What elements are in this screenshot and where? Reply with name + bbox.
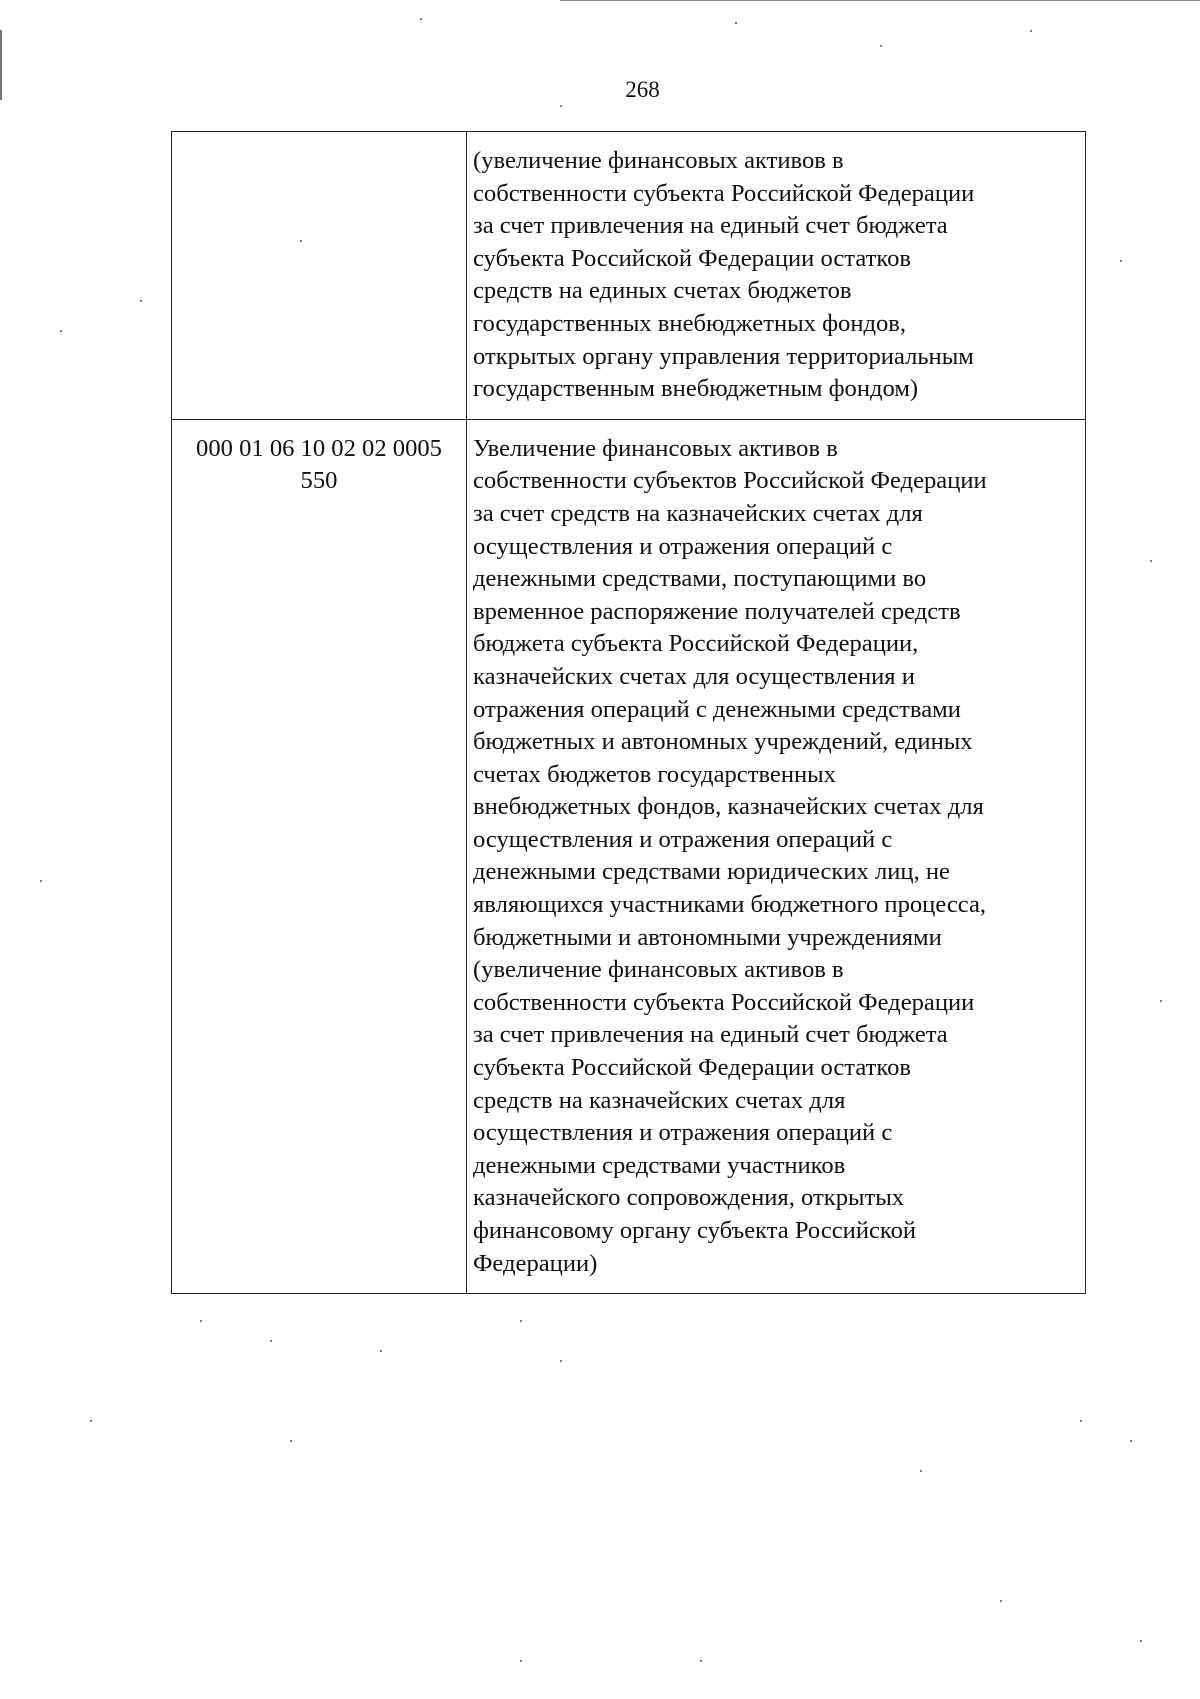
code-line: 000 01 06 10 02 02 0005 xyxy=(196,434,442,462)
scan-speck xyxy=(880,45,882,47)
description-line: денежными средствами юридических лиц, не xyxy=(473,858,950,886)
page-number: 268 xyxy=(625,77,660,102)
scan-speck xyxy=(1030,30,1032,32)
scan-speck xyxy=(920,1470,922,1472)
description-line: внебюджетных фондов, казначейских счетах для xyxy=(473,793,984,821)
table-body xyxy=(172,132,1086,1294)
scan-speck xyxy=(90,1420,92,1422)
scan-speck xyxy=(700,1660,702,1662)
scan-speck xyxy=(560,1360,562,1362)
scan-speck xyxy=(290,1440,292,1442)
description-line: (увеличение финансовых активов в xyxy=(473,956,844,984)
scan-speck xyxy=(40,880,42,882)
code-cell xyxy=(172,132,467,420)
scan-speck xyxy=(520,1660,522,1662)
scan-speck xyxy=(1000,1600,1002,1602)
description-line: государственным внебюджетным фондом) xyxy=(473,375,919,403)
description-line: государственных внебюджетных фондов, xyxy=(473,309,907,337)
scan-speck xyxy=(1120,260,1122,262)
description-line: субъекта Российской Федерации остатков xyxy=(473,1054,911,1082)
scan-speck xyxy=(1130,1440,1132,1442)
description-line: средств на единых счетах бюджетов xyxy=(473,277,852,305)
code-line: 550 xyxy=(300,467,338,495)
description-line: средств на казначейских счетах для xyxy=(473,1086,846,1114)
description-line: собственности субъектов Российской Федерации xyxy=(473,467,987,495)
description-line: осуществления и отражения операций с xyxy=(473,1119,893,1147)
scan-speck xyxy=(735,22,737,24)
scan-speck xyxy=(560,105,562,107)
scan-speck xyxy=(1080,1420,1082,1422)
description-line: отражения операций с денежными средствами xyxy=(473,695,961,723)
description-line: за счет средств на казначейских счетах для xyxy=(473,499,923,527)
budget-code-table xyxy=(171,131,1086,1294)
description-line: собственности субъекта Российской Федерации xyxy=(473,179,975,207)
description-line: (увеличение финансовых активов в xyxy=(473,147,844,174)
description-line: субъекта Российской Федерации остатков xyxy=(473,244,911,272)
scan-speck xyxy=(420,18,422,20)
description-cell xyxy=(467,419,1086,1293)
table-row xyxy=(172,132,1086,420)
description-line: казначейских счетах для осуществления и xyxy=(473,662,915,690)
table-row xyxy=(172,419,1086,1293)
description-line: являющихся участниками бюджетного процесса, xyxy=(473,891,987,919)
scan-speck xyxy=(520,1320,522,1322)
scan-speck xyxy=(380,1350,382,1352)
description-line: бюджетных и автономных учреждений, единых xyxy=(473,728,973,756)
description-line: открытых органу управления территориальным xyxy=(473,342,974,370)
description-line: казначейского сопровождения, открытых xyxy=(473,1184,905,1212)
description-line: бюджета субъекта Российской Федерации, xyxy=(473,630,919,658)
code-cell xyxy=(172,419,467,1293)
scan-speck xyxy=(300,240,302,242)
scan-speck xyxy=(1140,1640,1142,1642)
description-line: собственности субъекта Российской Федерации xyxy=(473,988,975,1016)
description-line: за счет привлечения на единый счет бюджета xyxy=(473,1021,948,1049)
scan-speck xyxy=(1150,560,1152,562)
description-line: за счет привлечения на единый счет бюджета xyxy=(473,212,948,240)
description-line: временное распоряжение получателей средств xyxy=(473,597,961,625)
scan-speck xyxy=(200,1320,202,1322)
description-line: осуществления и отражения операций с xyxy=(473,825,893,853)
description-line: финансовому органу субъекта Российской xyxy=(473,1217,917,1244)
scan-speck xyxy=(1160,1000,1162,1002)
description-line: денежными средствами, поступающими во xyxy=(473,565,927,593)
description-line: бюджетными и автономными учреждениями xyxy=(473,923,942,951)
scan-speck xyxy=(140,300,142,302)
description-line: денежными средствами участников xyxy=(473,1151,846,1179)
scan-speck xyxy=(270,1340,272,1342)
description-line: счетах бюджетов государственных xyxy=(473,760,836,788)
description-line: Увеличение финансовых активов в xyxy=(473,434,838,462)
description-cell xyxy=(467,132,1086,420)
description-line: осуществления и отражения операций с xyxy=(473,532,893,560)
scan-speck xyxy=(60,330,62,332)
scan-top-rule xyxy=(560,0,1200,1)
description-line: Федерации) xyxy=(473,1249,598,1277)
